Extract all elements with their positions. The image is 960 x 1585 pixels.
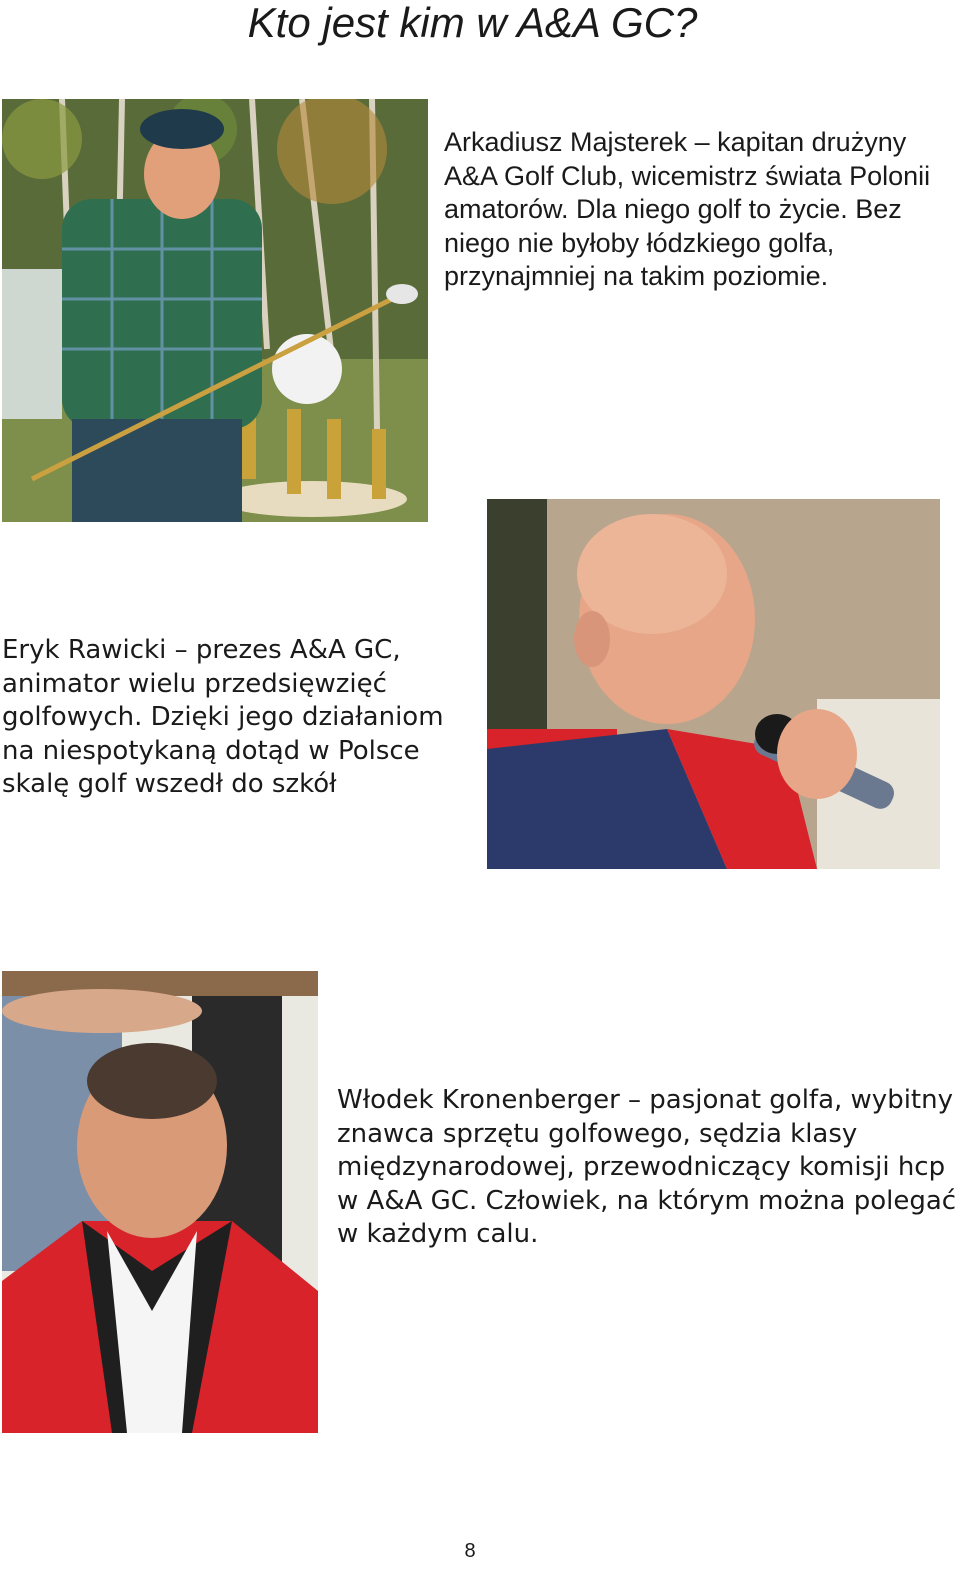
profile-caption-kronenberger: Włodek Kronenberger – pasjonat golfa, wybitny znawca sprzętu golfowego, sędzia klasy międzynarodowej, przewodniczący komisji hcp w A&A GC. Człowiek, na którym można polegać w każdym calu. (337, 1085, 957, 1249)
golfer-with-trophies-photo (2, 99, 428, 522)
page-number: 8 (464, 1540, 476, 1562)
page-title: Kto jest kim w A&A GC? (247, 0, 698, 46)
profile-caption-rawicki: Eryk Rawicki – prezes A&A GC, animator wielu przedsięwzięć golfowych. Dzięki jego działaniom na niespotykaną dotąd w Polsce skalę golf wszedł do szkół (2, 635, 444, 799)
man-in-red-jacket-photo (2, 971, 318, 1433)
profile-caption-majsterek: Arkadiusz Majsterek – kapitan drużyny A&A Golf Club, wicemistrz świata Polonii amatorów. Dla niego golf to życie. Bez niego nie byłoby łódzkiego golfa, przynajmniej na takim poziomie. (444, 127, 931, 291)
man-with-microphone-photo (487, 499, 940, 869)
